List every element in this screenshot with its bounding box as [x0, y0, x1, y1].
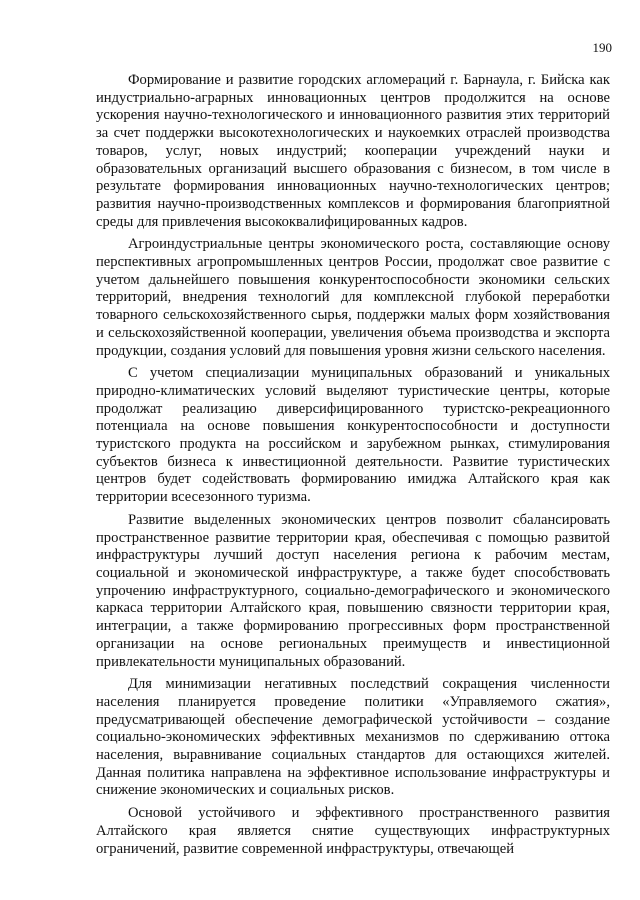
document-body	[96, 72, 610, 858]
paragraph-agglomerations: Формирование и развитие городских агломераций г. Барнаула, г. Бийска как индустриально-аграрных инновационных центров продолжится на основе ускорения научно-технологического и инновационного развития этих территорий за счет поддержки высокотехнологических и наукоемких отраслей производства товаров, услуг, новых индустрий; кооперации учреждений науки и образовательных организаций высшего образования с бизнесом, в том числе в результате формирования инновационных научно-технологических центров; развития научно-производственных комплексов и формирования благоприятной среды для привлечения высококвалифицированных кадров.	[96, 72, 610, 230]
paragraph-economic-centers: Развитие выделенных экономических центров позволит сбалансировать пространственное развитие территории края, обеспечивая с помощью развитой инфраструктуры лучший доступ населения региона к рабочим местам, социальной и экономической инфраструктуре, а также будет способствовать упрочению инфраструктурного, социально-демографического и экономического каркаса территории Алтайского края, повышению связности территории края, интеграции, а также формированию прогрессивных форм пространственной организации на основе региональных преимуществ и инвестиционной привлекательности муниципальных образований.	[96, 511, 610, 670]
paragraph-tourist-centers: С учетом специализации муниципальных образований и уникальных природно-климатических условий выделяют туристические центры, которые продолжат реализацию диверсифицированного туристско-рекреационного потенциала на основе повышения конкурентоспособности и доступности туристского продукта на российском и зарубежном рынках, стимулирования субъектов бизнеса к инвестиционной деятельности. Развитие туристических центров будет содействовать формированию имиджа Алтайского края как территории всесезонного туризма.	[96, 365, 610, 506]
paragraph-agroindustrial-centers: Агроиндустриальные центры экономического роста, составляющие основу перспективных агропромышленных центров России, продолжат свое развитие с учетом дальнейшего повышения конкурентоспособности экономики сельских территорий, внедрения технологий для комплексной глубокой переработки товарного сельскохозяйственного сырья, поддержки малых форм хозяйствования и сельскохозяйственной кооперации, увеличения объема производства и экспорта продукции, создания условий для повышения уровня жизни сельского населения.	[96, 236, 610, 359]
page-number: 190	[592, 40, 612, 55]
paragraph-managed-shrinkage: Для минимизации негативных последствий сокращения численности населения планируется проведение политики «Управляемого сжатия», предусматривающей обеспечение демографической устойчивости – создание социально-экономических эффективных механизмов по сдерживанию оттока населения, выравнивание социальных стандартов для остающихся жителей. Данная политика направлена на эффективное использование инфраструктуры и снижение экономических и социальных рисков.	[96, 676, 610, 799]
paragraph-infrastructure: Основой устойчивого и эффективного пространственного развития Алтайского края является снятие существующих инфраструктурных ограничений, развитие современной инфраструктуры, отвечающей	[96, 805, 610, 857]
